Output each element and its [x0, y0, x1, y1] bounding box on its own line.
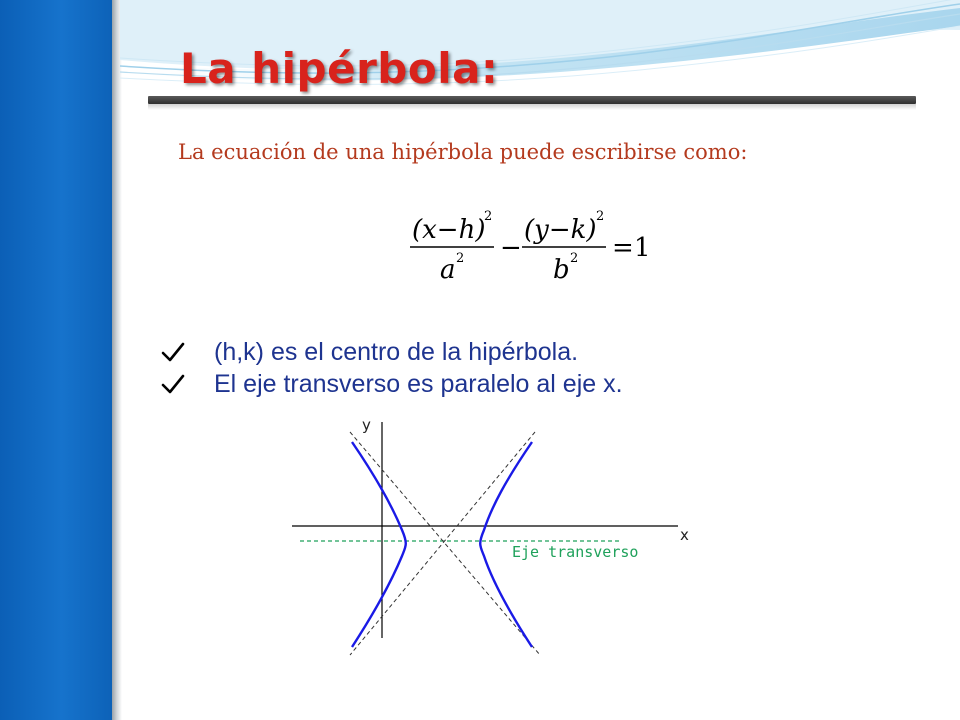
bullet-list — [160, 336, 623, 400]
bullet-item — [160, 368, 623, 400]
eq-minus-sign: − — [500, 233, 522, 263]
bullet-text: (h,k) es el centro de la hipérbola. — [214, 337, 579, 366]
eq-term2-exponent: 2 — [596, 209, 605, 224]
transverse-axis-label: Eje transverso — [512, 543, 639, 561]
bullet-item — [160, 336, 623, 368]
eq-term2-denominator-exponent: 2 — [570, 251, 579, 266]
y-axis-label: y — [362, 416, 371, 434]
title-underline-bar — [148, 96, 916, 104]
x-axis-label: x — [680, 526, 689, 544]
intro-text: La ecuación de una hipérbola puede escribirse como: — [178, 140, 748, 164]
bullet-text: El eje transverso es paralelo al eje x. — [214, 369, 623, 398]
eq-term1-exponent: 2 — [484, 209, 493, 224]
eq-term2-denominator: b — [553, 255, 570, 285]
checkmark-icon — [160, 341, 186, 363]
hyperbola-left-branch — [352, 442, 406, 647]
eq-equals-sign: = — [612, 233, 634, 263]
asymptote-2 — [350, 432, 535, 655]
hyperbola-equation — [400, 196, 660, 296]
eq-term1-denominator-exponent: 2 — [456, 251, 465, 266]
slide-title: La hipérbola: — [180, 44, 499, 93]
eq-term1-numerator: (x−h) — [412, 215, 486, 245]
title-underline-shadow — [148, 104, 916, 110]
eq-term1-denominator: a — [440, 255, 456, 285]
sidebar-bar — [0, 0, 112, 720]
hyperbola-diagram — [280, 410, 700, 665]
eq-term2-numerator: (y−k) — [524, 215, 597, 245]
checkmark-icon — [160, 373, 186, 395]
eq-rhs: 1 — [634, 233, 651, 263]
